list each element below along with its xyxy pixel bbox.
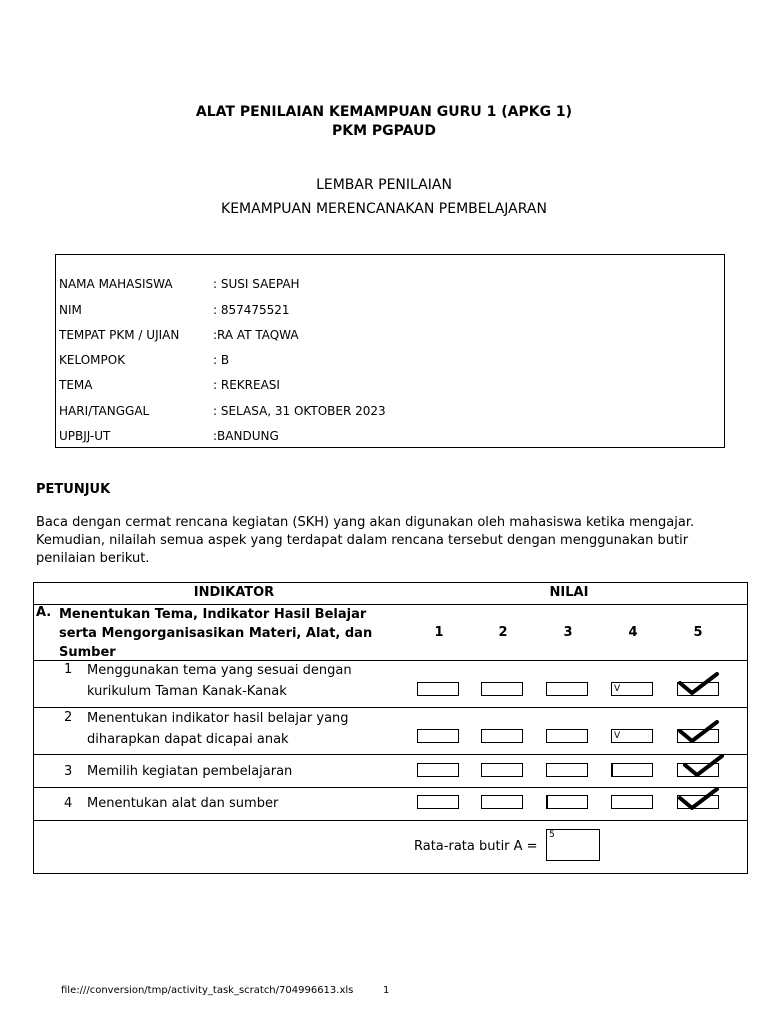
- instructions-text: Baca dengan cermat rencana kegiatan (SKH) yang akan digunakan oleh mahasiswa ketika mengajar. Kemudian, nilailah semua aspek yang terdapat dalam rencana tersebut dengan menggunakan butir penilaian berikut.: [36, 515, 695, 566]
- item-number: 2: [64, 710, 73, 725]
- info-value: : REKREASI: [213, 378, 280, 392]
- score-box-1[interactable]: [417, 682, 459, 696]
- score-box-2[interactable]: [481, 763, 523, 777]
- score-box-4[interactable]: V: [611, 729, 653, 743]
- score-box-4[interactable]: [611, 763, 653, 777]
- footer-page-number: 1: [383, 985, 390, 996]
- item-text: Memilih kegiatan pembelajaran: [87, 764, 293, 779]
- info-label: HARI/TANGGAL: [59, 404, 150, 418]
- score-box-2[interactable]: [481, 795, 523, 809]
- instructions-heading: PETUNJUK: [36, 482, 111, 497]
- item-text: Menentukan indikator hasil belajar yang diharapkan dapat dicapai anak: [87, 711, 349, 747]
- score-box-2[interactable]: [481, 729, 523, 743]
- info-value: : SELASA, 31 OKTOBER 2023: [213, 404, 386, 418]
- checkmark-icon: [677, 719, 721, 745]
- average-label: Rata-rata butir A =: [414, 839, 538, 854]
- score-column-1: 1: [434, 625, 444, 640]
- score-box-4[interactable]: [611, 795, 653, 809]
- document-subtitle: PKM PGPAUD: [331, 123, 437, 139]
- item-text: Menentukan alat dan sumber: [87, 796, 279, 811]
- score-box-1[interactable]: [417, 729, 459, 743]
- info-value: : 857475521: [213, 303, 290, 317]
- score-column-5: 5: [693, 625, 703, 640]
- info-label: UPBJJ-UT: [59, 429, 111, 443]
- score-box-3[interactable]: [546, 682, 588, 696]
- score-box-2[interactable]: [481, 682, 523, 696]
- info-value: : SUSI SAEPAH: [213, 277, 300, 291]
- info-label: KELOMPOK: [59, 353, 126, 367]
- item-number: 4: [64, 796, 73, 811]
- score-column-4: 4: [628, 625, 638, 640]
- item-number: 1: [64, 662, 73, 677]
- checkmark-icon: [677, 786, 721, 812]
- score-box-3[interactable]: [546, 763, 588, 777]
- section-letter: A.: [36, 605, 52, 620]
- header-indikator: INDIKATOR: [193, 585, 275, 600]
- sheet-subtitle: KEMAMPUAN MERENCANAKAN PEMBELAJARAN: [221, 201, 547, 217]
- info-label: TEMPAT PKM / UJIAN: [59, 328, 180, 342]
- footer-file-path: file:///conversion/tmp/activity_task_scratch/704996613.xls: [61, 985, 354, 996]
- score-box-3[interactable]: [546, 795, 588, 809]
- item-number: 3: [64, 764, 73, 779]
- info-label: NIM: [59, 303, 82, 317]
- item-text: Menggunakan tema yang sesuai dengan kurikulum Taman Kanak-Kanak: [87, 663, 352, 699]
- info-label: TEMA: [59, 378, 93, 392]
- sheet-title: LEMBAR PENILAIAN: [316, 177, 452, 193]
- document-title: ALAT PENILAIAN KEMAMPUAN GURU 1 (APKG 1): [195, 104, 573, 120]
- checkmark-icon: [677, 671, 721, 697]
- score-box-1[interactable]: [417, 795, 459, 809]
- scoring-table: [33, 582, 748, 874]
- score-box-1[interactable]: [417, 763, 459, 777]
- info-label: NAMA MAHASISWA: [59, 277, 173, 291]
- average-value-box[interactable]: 5: [546, 829, 600, 861]
- section-title: Menentukan Tema, Indikator Hasil Belajar serta Mengorganisasikan Materi, Alat, dan Sumber: [59, 607, 373, 660]
- score-box-4[interactable]: V: [611, 682, 653, 696]
- info-value: :RA AT TAQWA: [213, 328, 299, 342]
- checkmark-icon: [682, 753, 726, 779]
- score-box-3[interactable]: [546, 729, 588, 743]
- info-value: :BANDUNG: [213, 429, 279, 443]
- info-value: : B: [213, 353, 230, 367]
- student-info-box: [55, 254, 725, 448]
- header-nilai: NILAI: [549, 585, 589, 600]
- score-column-3: 3: [563, 625, 573, 640]
- score-column-2: 2: [498, 625, 508, 640]
